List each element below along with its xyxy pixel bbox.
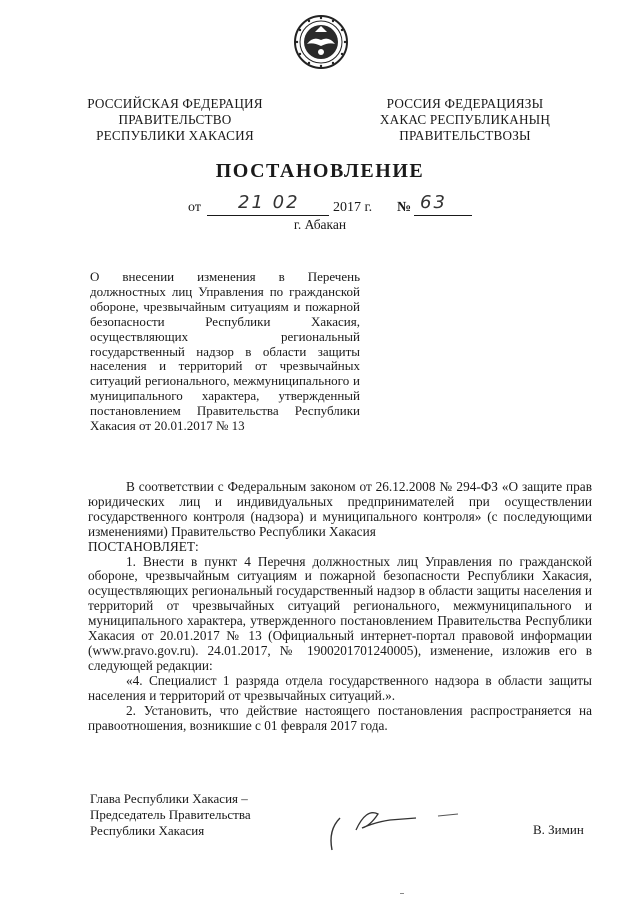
date-handwritten: 21 02 <box>238 192 300 213</box>
signatory-title <box>90 791 251 839</box>
signatory-line-3: Республики Хакасия <box>90 823 205 838</box>
number-handwritten: 63 <box>420 192 447 213</box>
date-year: 2017 г. <box>333 200 373 215</box>
resolves: ПОСТАНОВЛЯЕТ: <box>88 538 199 554</box>
coat-of-arms-icon <box>293 14 349 70</box>
signatory-line-2: Председатель Правительства <box>90 807 251 822</box>
signatory-name: В. Зимин <box>533 822 584 837</box>
item-1: 1. Внести в пункт 4 Перечня должностных лиц Управления по гражданской обороне, чрезвычайным ситуациям и пожарной безопасности Республики Хакасия, осуществляющих региональный государственный надзор в области защиты населения и территорий от чрезвычайных ситуаций регионального, межмуниципального и муниципального характера, утвержденного постановлением Правительства Республики Хакасия от 20.01.2017 № 13 (Официальный интернет-портал правовой информации (www.pravo.gov.ru). 24.01.2017, № 1900201701240005), изменение, изложив его в следующей редакции: <box>88 553 592 673</box>
item-2: 2. Установить, что действие настоящего постановления распространяется на правоотношения, возникшие с 01 февраля 2017 года. <box>88 702 592 733</box>
signatory-line-1: Глава Республики Хакасия – <box>90 791 248 806</box>
date-prefix: от <box>188 200 201 215</box>
number-label: № <box>397 200 412 215</box>
header-left-line-2: ПРАВИТЕЛЬСТВО <box>118 112 232 127</box>
header-right <box>360 96 570 144</box>
page-mark <box>400 893 404 894</box>
header-left <box>70 96 280 144</box>
document-title: ПОСТАНОВЛЕНИЕ <box>215 160 425 182</box>
header-right-line-2: ХАКАС РЕСПУБЛИКАНЫҢ <box>379 112 551 127</box>
city: г. Абакан <box>293 217 347 232</box>
header-left-line-1: РОССИЙСКАЯ ФЕДЕРАЦИЯ <box>87 96 263 111</box>
item-1-quote: «4. Специалист 1 разряда отдела государственного надзора в области защиты населения и территорий от чрезвычайных ситуаций.». <box>88 672 592 703</box>
document-subject: О внесении изменения в Перечень должностных лиц Управления по гражданской обороне, чрезвычайным ситуациям и пожарной безопасности Республики Хакасия, осуществляющих региональный государственный надзор в области защиты населения и территорий от чрезвычайных ситуаций регионального, межмуниципального и муниципального характера, утвержденный постановлением Правительства Республики Хакасия от 20.01.2017 № 13 <box>90 269 360 434</box>
preamble: В соответствии с Федеральным законом от 26.12.2008 № 294-ФЗ «О защите прав юридических лиц и индивидуальных предпринимателей при осуществлении государственного контроля (надзора) и муниципального контроля» (с последующими изменениями) Правительство Республики Хакасия <box>88 479 592 539</box>
header-right-line-3: ПРАВИТЕЛЬСТВОЗЫ <box>399 128 531 143</box>
header-right-line-1: РОССИЯ ФЕДЕРАЦИЯЗЫ <box>386 96 544 111</box>
document-body <box>88 480 592 733</box>
header-left-line-3: РЕСПУБЛИКИ ХАКАСИЯ <box>96 128 254 143</box>
handwritten-signature-icon <box>318 800 468 860</box>
